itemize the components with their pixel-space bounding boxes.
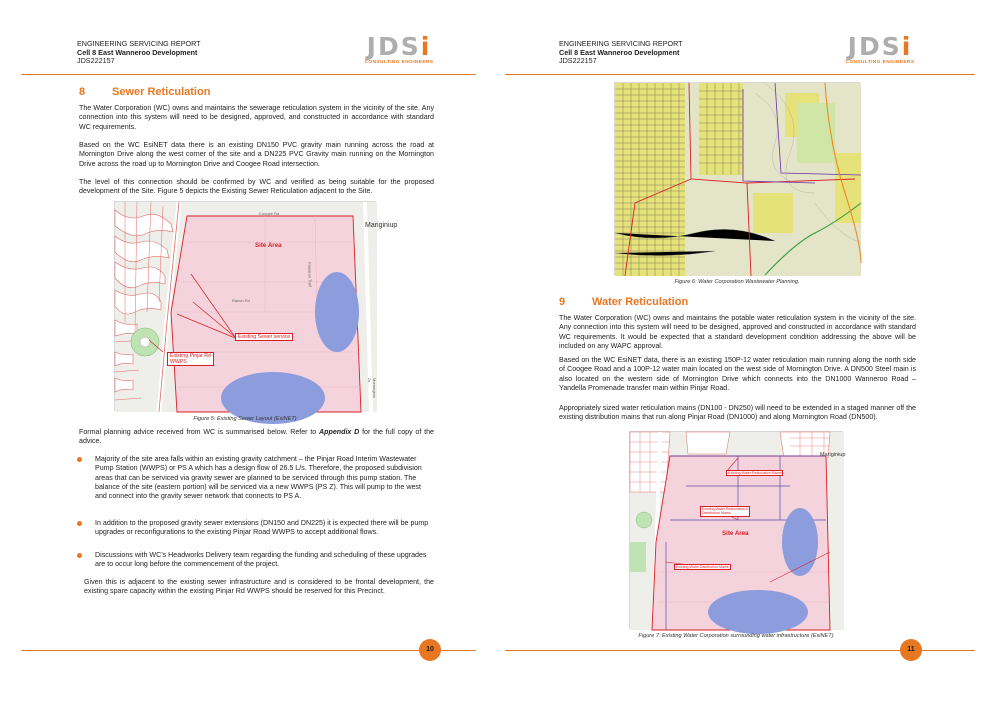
advice-bullet-3: Discussions with WC’s Headworks Delivery team regarding the funding and scheduling of these upgrades are to occur long before the commencement of the project. [95, 551, 432, 570]
planning-advice-paragraph: Formal planning advice received from WC is summarised below. Refer to Appendix D for the full copy of the advice. [79, 428, 434, 446]
section-title: Water Reticulation [592, 296, 689, 308]
logo-tagline: CONSULTING ENGINEERS [364, 60, 434, 65]
header-job-number: JDS222157 [77, 56, 115, 66]
page-10 [0, 0, 496, 702]
section-heading-sewer [79, 86, 210, 98]
header-report-title: ENGINEERING SERVICING REPORT [559, 39, 683, 48]
sewer-esinet-paragraph: Based on the WC EsiNET data there is an existing DN150 PVC gravity main running across the road at Mornington Drive along the west corner of the site and a DN225 PVC Gravity main running on the Mornington Drive across the road up to Mornington Drive and Coogee Road intersection. [79, 141, 434, 168]
page-number-badge: 11 [900, 639, 922, 661]
figure-6-caption: Figure 6: Water Corporation Wastewater Planning. [674, 279, 800, 285]
jdsi-logo [362, 34, 436, 65]
header-project-name: Cell 8 East Wanneroo Development [77, 47, 198, 57]
advice-bullet-2: In addition to the proposed gravity sewer extensions (DN150 and DN225) it is expected there will be pump upgrades or reconfigurations to the existing Pinjar Road WWPS to accept additional flows. [95, 519, 432, 538]
page-11 [497, 0, 993, 702]
site-area-label: Site Area [255, 242, 282, 249]
section-number: 9 [559, 296, 566, 308]
appendix-d-reference: Appendix D [319, 428, 360, 436]
figure-7-caption: Figure 7: Existing Water Corporation surrounding water infrastructure (EsiNET) [638, 633, 834, 639]
logo-mark-jds: JDS [366, 32, 421, 61]
figure-6-wastewater-map [614, 82, 860, 275]
page-number-badge: 10 [419, 639, 441, 661]
header-report-title: ENGINEERING SERVICING REPORT [77, 39, 201, 48]
section-heading-water [559, 296, 688, 308]
callout-pinjar-wwps: Existing Pinjar Rd WWPS [167, 352, 214, 366]
callout-water-distribution-mains: Existing Water Distribution Mains [676, 565, 729, 569]
map-road-pinnaroo: Pinnaroo Trail [307, 262, 313, 287]
logo-mark-i: i [901, 32, 913, 61]
water-intro-paragraph: The Water Corporation (WC) owns and maintains the potable water reticulation system in the vicinity of the site. Any connection into this system will need to be designed, approved and constructed in accordance with standard WC requirements. It would be expected that a standard development condition addressing the above will be included on any WAPC approval. [559, 314, 916, 350]
map-road-mornington: Mornington Dr [367, 378, 377, 399]
header-project-name: Cell 8 East Wanneroo Development [559, 47, 680, 57]
sewer-intro-paragraph: The Water Corporation (WC) owns and maintains the sewerage reticulation system in the vicinity of the site. Any connection into this system will need to be designed, approved, and constructed in accordance with standard WC requirements. [79, 104, 434, 131]
bullet-dot-icon [77, 457, 82, 462]
logo-tagline: CONSULTING ENGINEERS [845, 60, 915, 65]
callout-water-reticulation-mains: Existing Water Reticulation Mains [728, 471, 782, 475]
bullet-dot-icon [77, 553, 82, 558]
water-esinet-paragraph: Based on the WC EsiNET data, there is an existing 150P-12 water reticulation main running along the north side of Coogee Road and a 100P-12 water main located on the west side of Mornington Drive. A DN500 Steel main is also located on the western side of Mornington Drive which connects into the DN1000 Wanneroo Road – Yandella Promenade transfer main within Pinjar Road. [559, 356, 916, 392]
header-divider [21, 74, 476, 75]
spare-capacity-paragraph: Given this is adjacent to the existing sewer infrastructure and is considered to be frontal development, the existing spare capacity within the existing Pinjar Rd WWPS should be reserved for this Precinct. [84, 578, 434, 596]
advice-bullet-1: Majority of the site area falls within an existing gravity catchment – the Pinjar Road Interim Wastewater Pump Station (WWPS) or PS A which has a design flow of 26.5 L/s. Therefore, the proposed subdivision areas that can be serviced via gravity sewer are planned to be serviced through this pump station. The balance of the site (eastern portion) will be serviced via a new WWPS (PS Z). This will pump to the west and connect into the gravity sewer network that connects to PS A. [95, 455, 432, 501]
header-job-number: JDS222157 [559, 56, 597, 66]
map-place-mariginiup: Mariginiup [820, 452, 846, 458]
site-area-label: Site Area [722, 530, 749, 537]
water-extension-paragraph: Appropriately sized water reticulation mains (DN100 - DN250) will need to be extended in a staged manner off the existing distribution mains that run along Pinjar Road (DN1000) and along Mornington Road (DN500). [559, 404, 916, 422]
bullet-dot-icon [77, 521, 82, 526]
figure-5-caption: Figure 5: Existing Sewer Layout (EsiNET) [193, 416, 297, 422]
logo-mark-jds: JDS [847, 32, 902, 61]
sewer-connection-paragraph: The level of this connection should be confirmed by WC and verified as being suitable for the proposed development of the Site. Figure 5 depicts the Existing Sewer Reticulation adjacent to the Site. [79, 178, 434, 196]
figure-7-water-map [629, 431, 846, 629]
figure-5-sewer-map [114, 201, 398, 411]
sewer-map-graphic [115, 202, 377, 412]
map-road-ranch: Ranch Rd [232, 298, 250, 303]
section-title: Sewer Reticulation [112, 86, 211, 98]
callout-existing-sewer: Existing Sewer service [235, 333, 293, 341]
section-number: 8 [79, 86, 86, 98]
map-road-coogee: Coogee Rd [259, 211, 280, 216]
callout-reticulation-distribution-mains: Existing Water Reticulation & Distribution Mains [702, 507, 749, 516]
footer-divider [21, 650, 476, 651]
report-header [559, 40, 683, 66]
wastewater-planning-graphic [615, 83, 861, 276]
header-divider [505, 74, 975, 75]
map-place-mariginiup: Mariginiup [365, 222, 398, 229]
report-header [77, 40, 201, 66]
jdsi-logo [843, 34, 917, 65]
logo-mark-i: i [420, 32, 432, 61]
